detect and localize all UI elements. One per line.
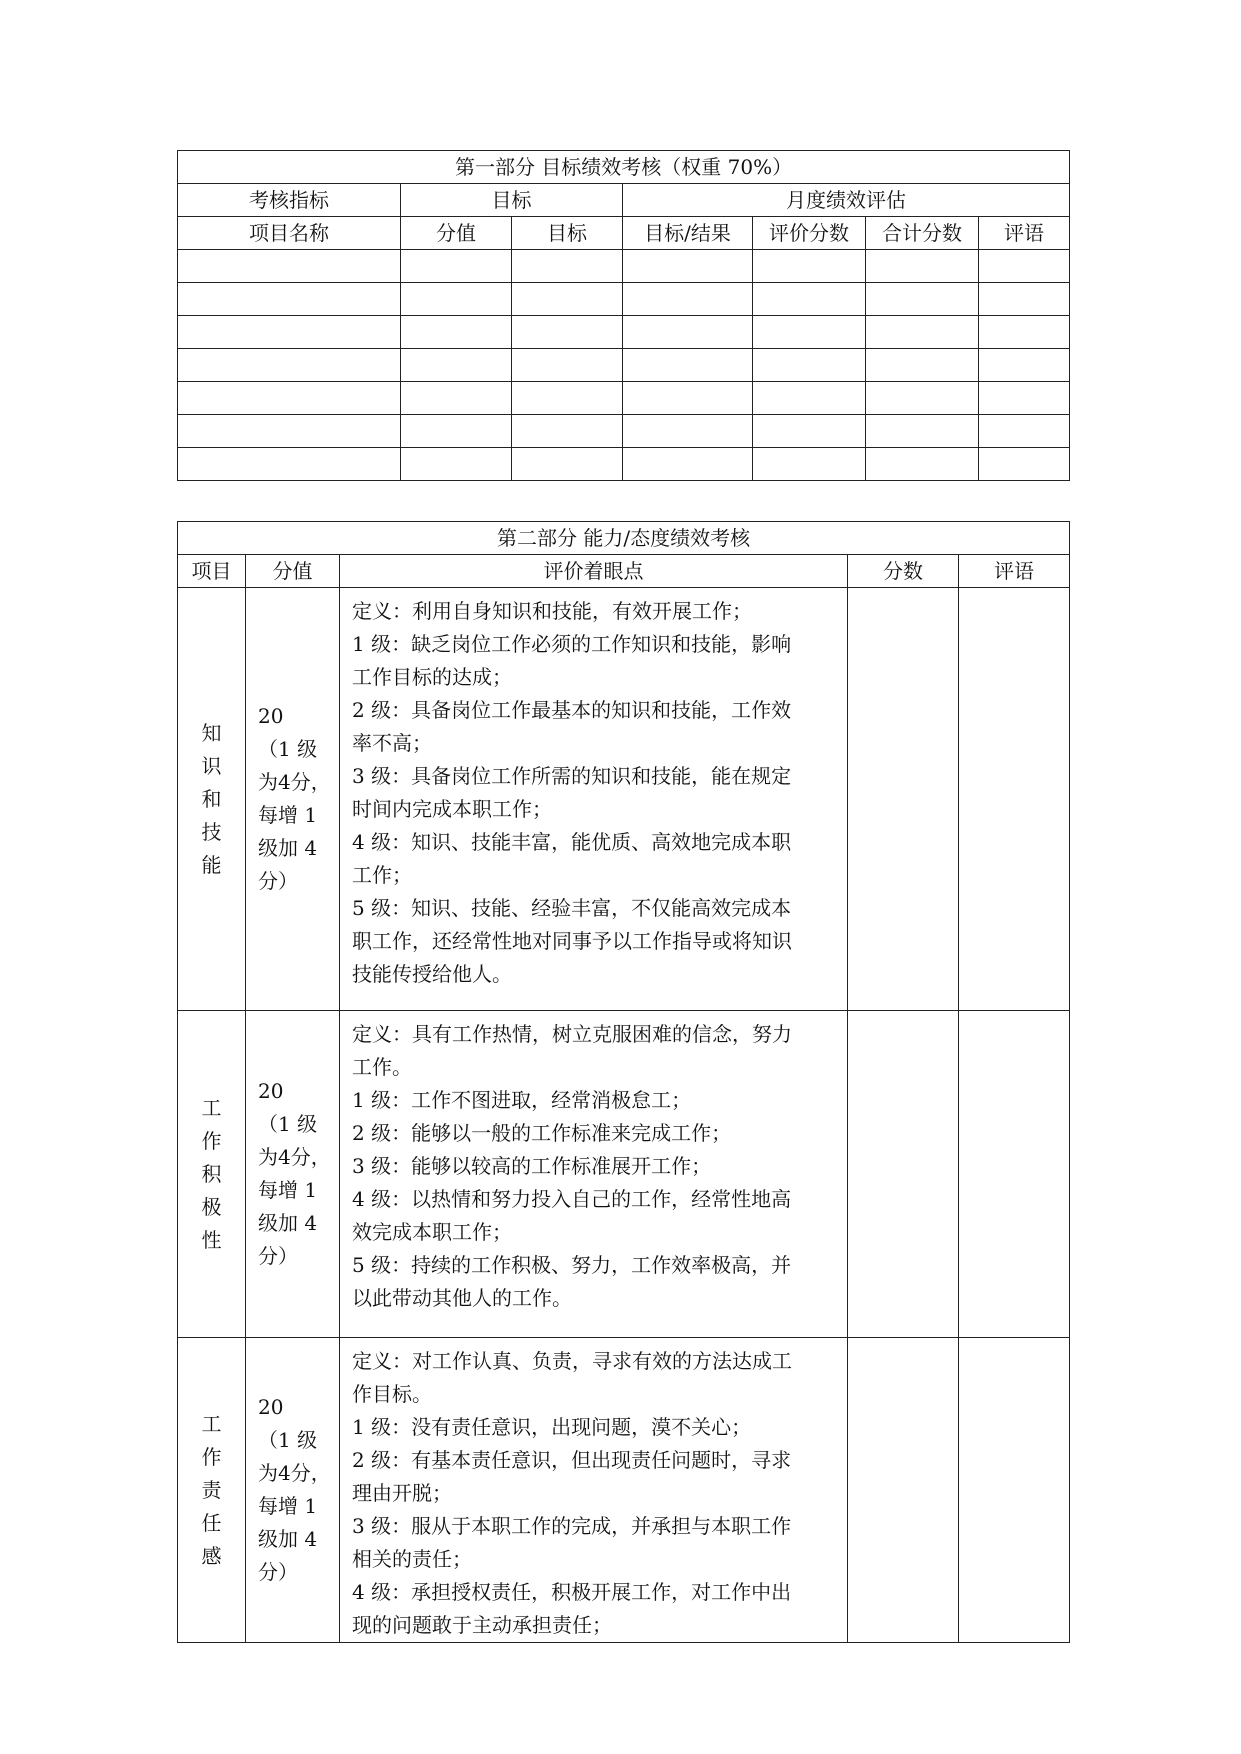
- criteria-line: 4 级：以热情和努力投入自己的工作，经常性地高: [352, 1187, 792, 1211]
- blank-cell[interactable]: [753, 349, 866, 382]
- blank-cell[interactable]: [979, 382, 1070, 415]
- blank-cell[interactable]: [178, 382, 401, 415]
- item-score-cell: [246, 588, 340, 1011]
- criteria-line: 作目标。: [352, 1382, 432, 1406]
- score-rule-line: （1 级: [258, 1112, 318, 1136]
- column-header-comment: 评语: [979, 217, 1070, 250]
- blank-cell[interactable]: [979, 415, 1070, 448]
- score-rule-line: 20: [258, 1079, 284, 1103]
- criteria-line: 5 级：知识、技能、经验丰富，不仅能高效完成本: [352, 896, 792, 920]
- blank-cell[interactable]: [178, 316, 401, 349]
- item-score-cell: [246, 1338, 340, 1643]
- criteria-line: 率不高；: [352, 731, 432, 755]
- blank-cell[interactable]: [979, 448, 1070, 481]
- group-header-indicator: 考核指标: [178, 184, 401, 217]
- score-rule-line: 分）: [258, 869, 298, 893]
- criteria-line: 相关的责任；: [352, 1547, 472, 1571]
- criteria-line: 时间内完成本职工作；: [352, 797, 552, 821]
- criteria-line: 5 级：持续的工作积极、努力，工作效率极高，并: [352, 1253, 792, 1277]
- blank-cell[interactable]: [178, 448, 401, 481]
- column-header-item-name: 项目名称: [178, 217, 401, 250]
- blank-cell[interactable]: [623, 415, 753, 448]
- criteria-line: 定义：具有工作热情，树立克服困难的信念，努力: [352, 1022, 792, 1046]
- criteria-line: 职工作，还经常性地对同事予以工作指导或将知识: [352, 929, 792, 953]
- column-header-criteria: 评价着眼点: [340, 555, 848, 588]
- blank-cell[interactable]: [753, 250, 866, 283]
- item-comment-input-cell[interactable]: [959, 1011, 1070, 1338]
- item-score-cell: [246, 1011, 340, 1338]
- blank-cell[interactable]: [866, 415, 979, 448]
- item-name: 工作积极性: [201, 1095, 222, 1252]
- criteria-line: 以此带动其他人的工作。: [352, 1286, 572, 1310]
- blank-entry-row: [178, 283, 1070, 316]
- column-header-score: 分值: [401, 217, 512, 250]
- blank-cell[interactable]: [753, 316, 866, 349]
- blank-cell[interactable]: [401, 448, 512, 481]
- item-points-input-cell[interactable]: [848, 1338, 959, 1643]
- score-rule-line: （1 级: [258, 737, 318, 761]
- blank-cell[interactable]: [866, 283, 979, 316]
- score-rule-line: 分）: [258, 1560, 298, 1584]
- score-rule-line: 为4分，: [258, 1461, 331, 1485]
- blank-entry-row: [178, 250, 1070, 283]
- target-performance-table: [177, 150, 1070, 481]
- score-rule-line: 每增 1: [258, 1178, 318, 1202]
- blank-cell[interactable]: [401, 316, 512, 349]
- blank-cell[interactable]: [753, 448, 866, 481]
- score-rule-line: 为4分，: [258, 1145, 331, 1169]
- criteria-line: 效完成本职工作；: [352, 1220, 512, 1244]
- evaluation-item-row: [178, 1011, 1070, 1338]
- evaluation-item-row: [178, 588, 1070, 1011]
- blank-cell[interactable]: [178, 349, 401, 382]
- item-name-cell: [178, 1011, 246, 1338]
- blank-cell[interactable]: [401, 283, 512, 316]
- column-header-item: 项目: [178, 555, 246, 588]
- item-name: 工作责任感: [201, 1411, 222, 1568]
- column-header-total-score: 合计分数: [866, 217, 979, 250]
- score-rule-line: 级加 4: [258, 836, 318, 860]
- blank-cell[interactable]: [623, 448, 753, 481]
- item-name: 知识和技能: [201, 720, 222, 877]
- blank-cell[interactable]: [866, 316, 979, 349]
- item-points-input-cell[interactable]: [848, 1011, 959, 1338]
- score-rule-line: 每增 1: [258, 1494, 318, 1518]
- blank-cell[interactable]: [401, 250, 512, 283]
- criteria-line: 1 级：缺乏岗位工作必须的工作知识和技能，影响: [352, 632, 792, 656]
- column-header-target: 目标: [512, 217, 623, 250]
- blank-cell[interactable]: [753, 415, 866, 448]
- blank-cell[interactable]: [979, 250, 1070, 283]
- criteria-line: 定义：利用自身知识和技能，有效开展工作；: [352, 599, 752, 623]
- item-comment-input-cell[interactable]: [959, 1338, 1070, 1643]
- score-rule-line: 分）: [258, 1244, 298, 1268]
- blank-entry-row: [178, 415, 1070, 448]
- criteria-line: 工作；: [352, 863, 412, 887]
- item-criteria-cell: [340, 1011, 848, 1338]
- item-criteria-cell: [340, 588, 848, 1011]
- score-rule-line: 级加 4: [258, 1527, 318, 1551]
- criteria-line: 理由开脱；: [352, 1481, 452, 1505]
- blank-cell[interactable]: [512, 382, 623, 415]
- blank-cell[interactable]: [512, 316, 623, 349]
- blank-cell[interactable]: [753, 283, 866, 316]
- score-rule-line: （1 级: [258, 1428, 318, 1452]
- group-header-target: 目标: [401, 184, 623, 217]
- score-rule-line: 20: [258, 704, 284, 728]
- criteria-line: 技能传授给他人。: [352, 962, 512, 986]
- criteria-line: 现的问题敢于主动承担责任；: [352, 1613, 612, 1637]
- criteria-line: 1 级：没有责任意识，出现问题，漠不关心；: [352, 1415, 752, 1439]
- blank-cell[interactable]: [401, 415, 512, 448]
- part2-title: 第二部分 能力/态度绩效考核: [178, 522, 1070, 555]
- blank-cell[interactable]: [512, 349, 623, 382]
- item-points-input-cell[interactable]: [848, 588, 959, 1011]
- blank-cell[interactable]: [753, 382, 866, 415]
- blank-cell[interactable]: [512, 415, 623, 448]
- part1-title: 第一部分 目标绩效考核（权重 70%）: [178, 151, 1070, 184]
- criteria-line: 工作目标的达成；: [352, 665, 512, 689]
- criteria-line: 3 级：能够以较高的工作标准展开工作；: [352, 1154, 712, 1178]
- blank-cell[interactable]: [866, 448, 979, 481]
- item-criteria-cell: [340, 1338, 848, 1643]
- criteria-line: 定义：对工作认真、负责，寻求有效的方法达成工: [352, 1349, 792, 1373]
- blank-cell[interactable]: [866, 250, 979, 283]
- column-header-score: 分值: [246, 555, 340, 588]
- criteria-line: 3 级：具备岗位工作所需的知识和技能，能在规定: [352, 764, 792, 788]
- item-name-cell: [178, 1338, 246, 1643]
- blank-entry-row: [178, 448, 1070, 481]
- criteria-line: 工作。: [352, 1055, 412, 1079]
- blank-cell[interactable]: [178, 250, 401, 283]
- blank-cell[interactable]: [512, 283, 623, 316]
- blank-entry-row: [178, 316, 1070, 349]
- criteria-line: 4 级：承担授权责任，积极开展工作，对工作中出: [352, 1580, 792, 1604]
- score-rule-line: 20: [258, 1395, 284, 1419]
- blank-cell[interactable]: [401, 382, 512, 415]
- criteria-line: 2 级：能够以一般的工作标准来完成工作；: [352, 1121, 732, 1145]
- blank-cell[interactable]: [623, 349, 753, 382]
- evaluation-item-row: [178, 1338, 1070, 1643]
- criteria-line: 4 级：知识、技能丰富，能优质、高效地完成本职: [352, 830, 792, 854]
- ability-attitude-table: [177, 521, 1070, 1643]
- criteria-line: 3 级：服从于本职工作的完成，并承担与本职工作: [352, 1514, 792, 1538]
- criteria-line: 2 级：具备岗位工作最基本的知识和技能，工作效: [352, 698, 792, 722]
- blank-cell[interactable]: [979, 283, 1070, 316]
- item-name-cell: [178, 588, 246, 1011]
- blank-cell[interactable]: [623, 316, 753, 349]
- score-rule-line: 每增 1: [258, 803, 318, 827]
- blank-cell[interactable]: [512, 250, 623, 283]
- criteria-line: 2 级：有基本责任意识，但出现责任问题时，寻求: [352, 1448, 792, 1472]
- blank-cell[interactable]: [623, 283, 753, 316]
- blank-cell[interactable]: [623, 382, 753, 415]
- blank-cell[interactable]: [512, 448, 623, 481]
- blank-cell[interactable]: [866, 349, 979, 382]
- blank-cell[interactable]: [178, 283, 401, 316]
- blank-entry-row: [178, 382, 1070, 415]
- score-rule-line: 为4分，: [258, 770, 331, 794]
- blank-cell[interactable]: [979, 349, 1070, 382]
- blank-entry-row: [178, 349, 1070, 382]
- column-header-points: 分数: [848, 555, 959, 588]
- column-header-target-result: 目标/结果: [623, 217, 753, 250]
- blank-cell[interactable]: [866, 382, 979, 415]
- group-header-monthly-evaluation: 月度绩效评估: [623, 184, 1070, 217]
- blank-cell[interactable]: [178, 415, 401, 448]
- blank-cell[interactable]: [401, 349, 512, 382]
- blank-cell[interactable]: [623, 250, 753, 283]
- blank-cell[interactable]: [979, 316, 1070, 349]
- column-header-comment: 评语: [959, 555, 1070, 588]
- item-comment-input-cell[interactable]: [959, 588, 1070, 1011]
- score-rule-line: 级加 4: [258, 1211, 318, 1235]
- criteria-line: 1 级：工作不图进取，经常消极怠工；: [352, 1088, 692, 1112]
- column-header-evaluation-score: 评价分数: [753, 217, 866, 250]
